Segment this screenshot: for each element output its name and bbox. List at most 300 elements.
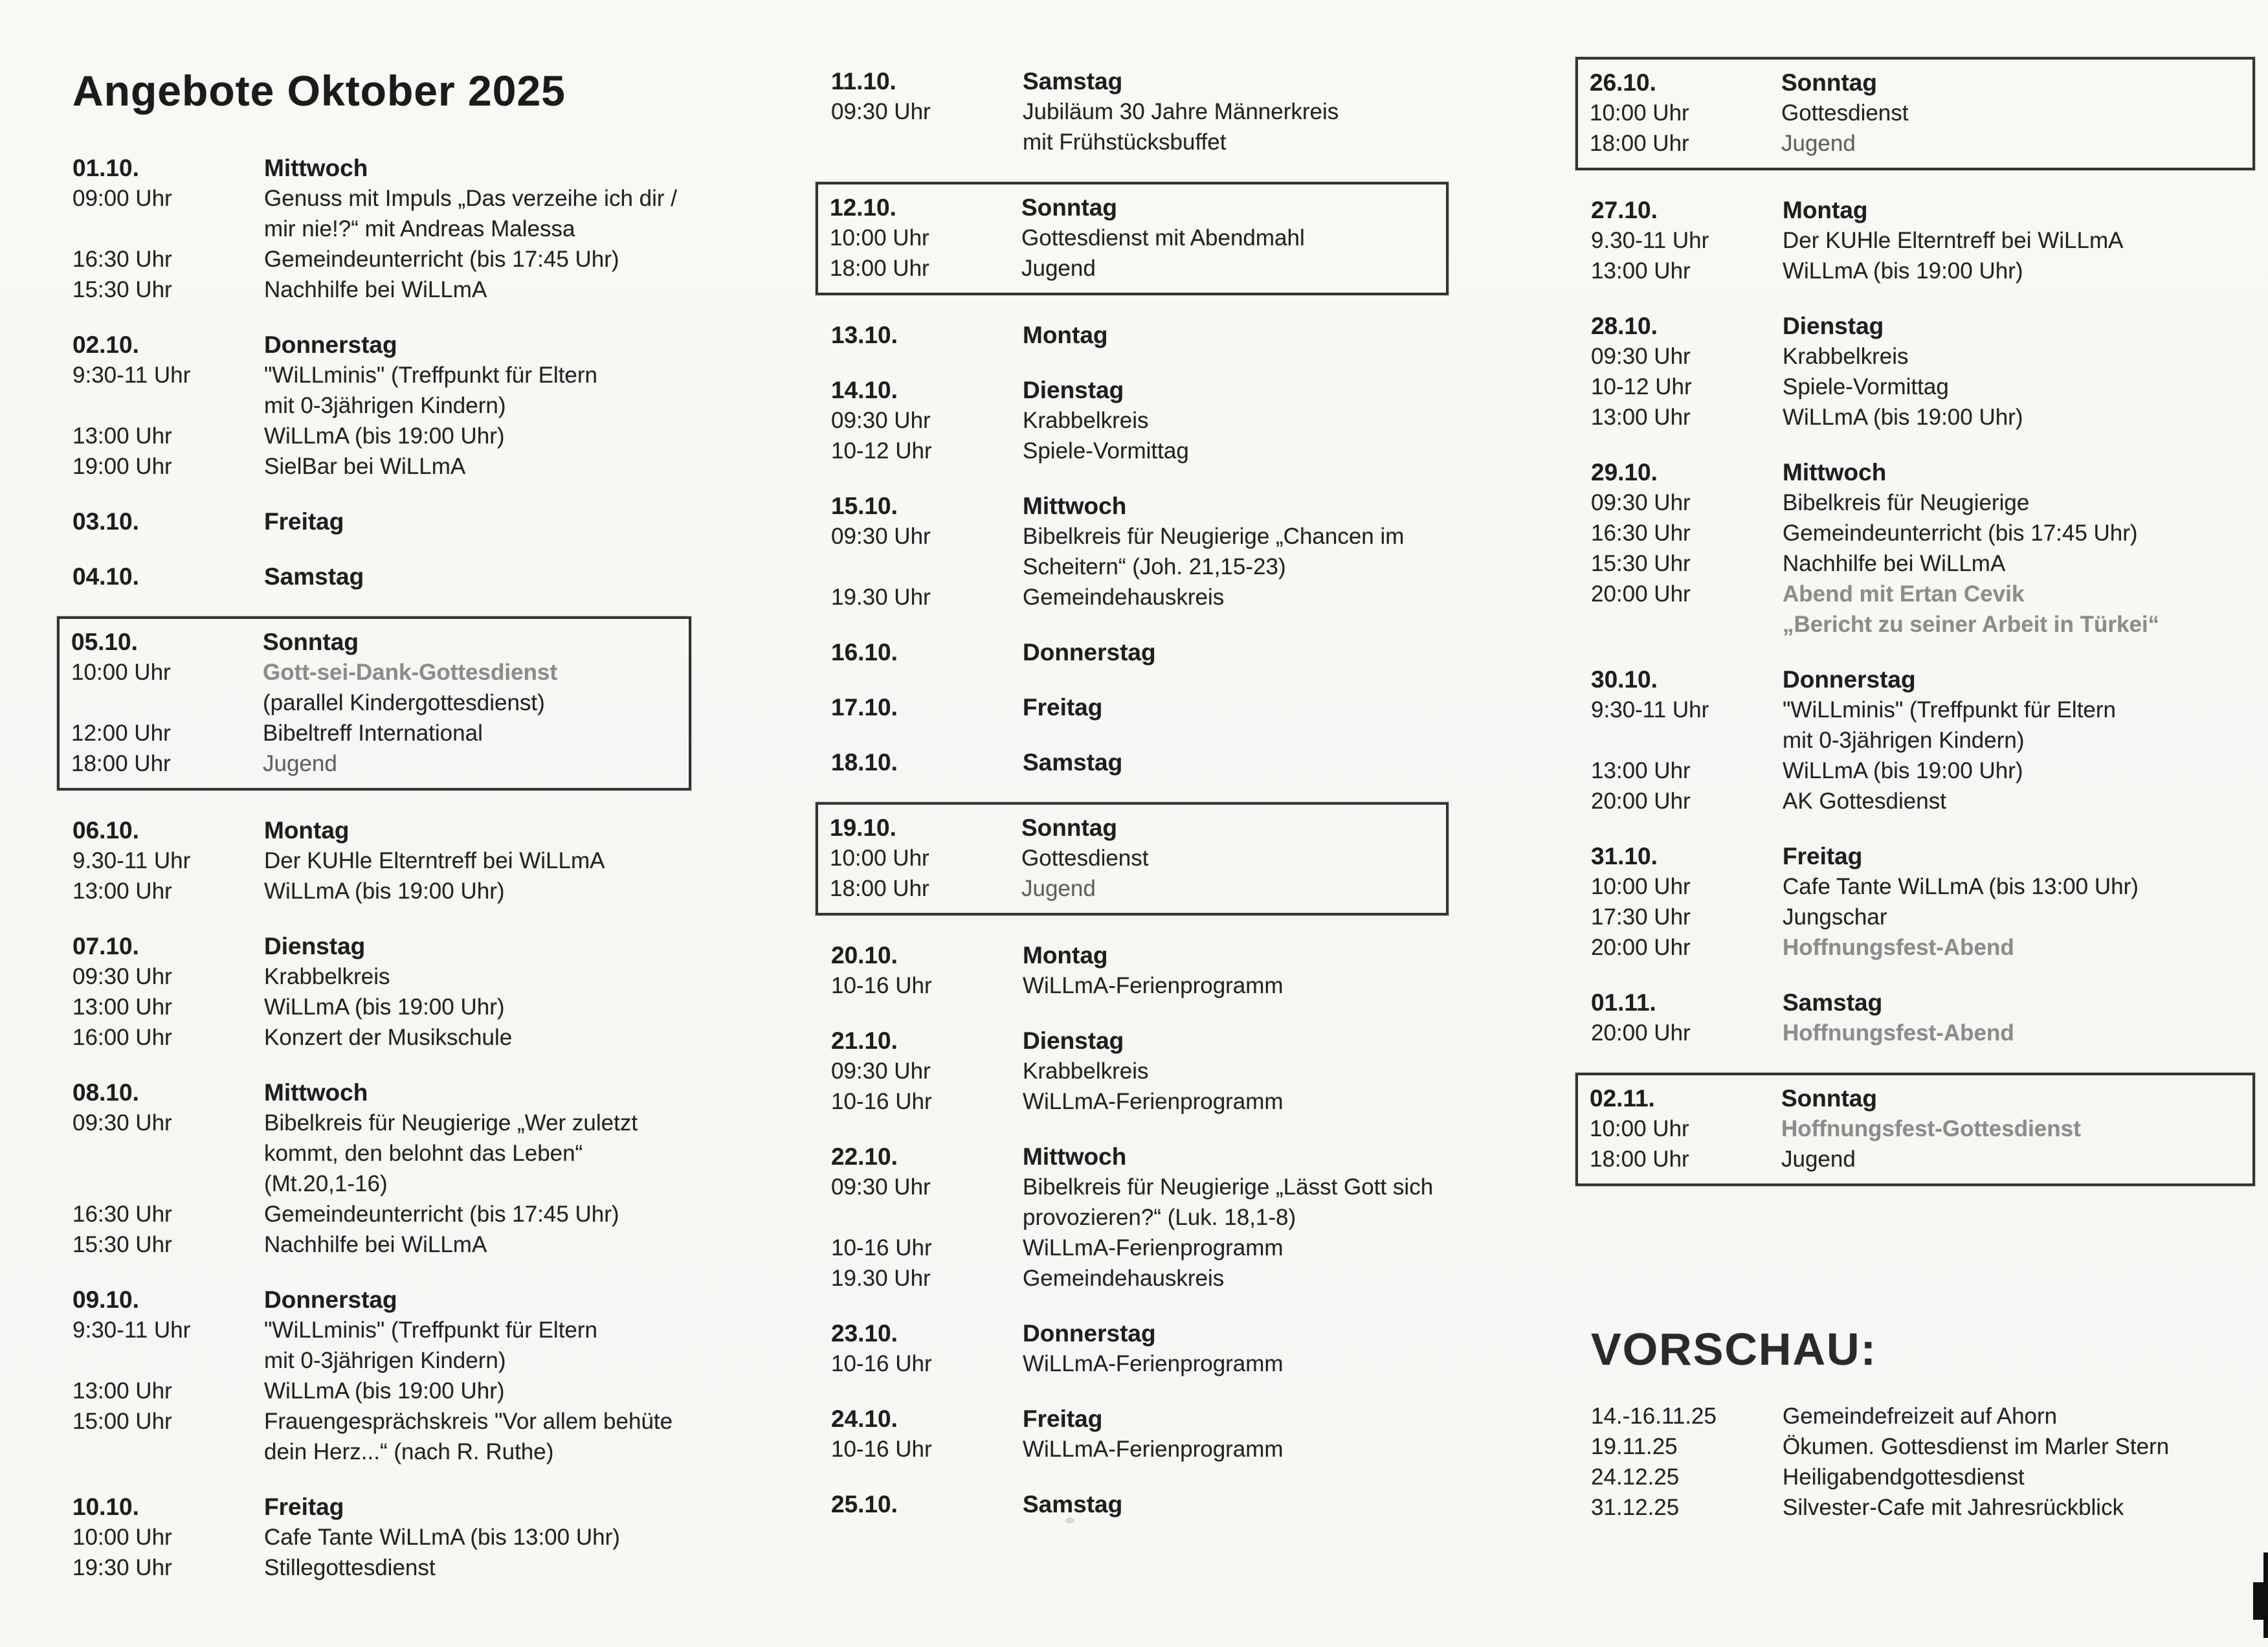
time-label [72, 214, 264, 244]
date-label: 04.10. [72, 563, 139, 590]
time-label: 13:00 Uhr [1591, 405, 1691, 430]
day-heading [72, 153, 689, 183]
day-block [831, 940, 1446, 1001]
event-label: Nachhilfe bei WiLLmA [264, 277, 487, 302]
date-label: 17.10. [831, 694, 898, 721]
time-label: 9:30-11 Uhr [72, 363, 191, 388]
date-label: 16.10. [831, 639, 898, 666]
time-label: 9:30-11 Uhr [1591, 697, 1709, 723]
weekday-label: Mittwoch [1023, 1143, 1127, 1170]
time-label: 10:00 Uhr [71, 660, 171, 685]
time-label: 18:00 Uhr [71, 751, 171, 776]
time-label: 12:00 Uhr [71, 721, 171, 746]
event-row [72, 360, 689, 390]
date-label: 26.10. [1590, 69, 1656, 96]
day-block [1591, 841, 2252, 963]
schedule-column-left [72, 0, 689, 1583]
day-block [831, 1141, 1446, 1294]
day-block-boxed [57, 616, 691, 790]
weekday-label: Mittwoch [264, 155, 368, 181]
time-label [72, 1169, 264, 1199]
day-heading [831, 1025, 1446, 1056]
event-row [71, 718, 681, 748]
event-label: Frauengesprächskreis "Vor allem behüte [264, 1409, 673, 1434]
time-label: 19.30 Uhr [831, 585, 931, 610]
day-block [831, 1489, 1446, 1519]
time-label: 15:30 Uhr [72, 1232, 172, 1257]
event-label: Genuss mit Impuls „Das verzeihe ich dir / [264, 186, 677, 211]
time-label: 10:00 Uhr [1590, 100, 1689, 126]
event-row [831, 1349, 1446, 1379]
vorschau-row [1591, 1462, 2252, 1492]
date-label: 23.10. [831, 1320, 898, 1347]
event-label: Gottesdienst [1021, 846, 1149, 871]
day-heading [830, 192, 1438, 223]
date-label: 05.10. [71, 629, 138, 655]
event-row [1591, 256, 2252, 286]
event-row [831, 1172, 1446, 1202]
event-row [1591, 1018, 2252, 1048]
time-label: 09:30 Uhr [831, 524, 931, 549]
event-label: mit 0-3jährigen Kindern) [1783, 728, 2025, 753]
time-label: 10-12 Uhr [831, 438, 932, 464]
time-label: 18:00 Uhr [830, 256, 929, 281]
event-label: WiLLmA (bis 19:00 Uhr) [1783, 758, 2023, 783]
event-label: Jugend [1021, 876, 1096, 901]
event-label: Krabbelkreis [1783, 344, 1909, 369]
time-label: 09:30 Uhr [1591, 490, 1691, 515]
event-row [830, 873, 1438, 904]
event-label: WiLLmA (bis 19:00 Uhr) [264, 994, 505, 1020]
event-label: Gott-sei-Dank-Gottesdienst [263, 660, 558, 685]
day-heading [72, 330, 689, 360]
schedule-column-middle [831, 0, 1446, 1519]
time-label [1591, 725, 1783, 756]
vorschau-title: VORSCHAU: [1591, 1324, 1877, 1374]
date-label: 02.11. [1590, 1085, 1655, 1112]
event-row [1590, 1144, 2245, 1174]
event-label: Krabbelkreis [1023, 408, 1149, 433]
time-label [71, 688, 263, 718]
event-label: Gemeindehauskreis [1023, 1266, 1225, 1291]
event-label: Gemeindehauskreis [1023, 585, 1225, 610]
day-block [1591, 664, 2252, 816]
date-label: 12.10. [830, 194, 896, 221]
weekday-label: Freitag [1023, 1406, 1103, 1432]
time-label: 19:00 Uhr [72, 454, 172, 479]
time-label: 10-12 Uhr [1591, 374, 1692, 399]
time-label [72, 1138, 264, 1169]
day-heading [1591, 987, 2252, 1018]
event-row [72, 1345, 689, 1376]
event-row [1591, 225, 2252, 256]
date-label: 15.10. [831, 493, 898, 519]
weekday-label: Freitag [1783, 843, 1863, 869]
event-row [1591, 786, 2252, 816]
event-row [831, 1202, 1446, 1233]
event-row [1591, 932, 2252, 963]
day-block [72, 330, 689, 482]
scan-artifact-smudge [1065, 1518, 1074, 1523]
event-label: WiLLmA-Ferienprogramm [1023, 973, 1284, 998]
day-heading [831, 320, 1446, 350]
time-label [831, 552, 1023, 582]
time-label: 09:30 Uhr [72, 1110, 172, 1136]
event-label: "WiLLminis" (Treffpunkt für Eltern [264, 1317, 598, 1343]
time-label: 09:30 Uhr [831, 99, 931, 124]
day-block [72, 561, 689, 592]
time-label: 09:30 Uhr [831, 1059, 931, 1084]
event-row [72, 1315, 689, 1345]
time-label [831, 127, 1023, 157]
day-block [1591, 987, 2252, 1048]
event-label: Hoffnungsfest-Abend [1783, 935, 2014, 960]
weekday-label: Montag [264, 817, 350, 844]
event-row [72, 244, 689, 274]
time-label [1591, 609, 1783, 640]
time-label: 13:00 Uhr [72, 1378, 172, 1404]
date-label: 08.10. [72, 1079, 139, 1106]
time-label: 09:30 Uhr [831, 408, 931, 433]
date-label: 24.10. [831, 1406, 898, 1432]
event-row [72, 274, 689, 305]
time-label [72, 390, 264, 421]
time-label: 13:00 Uhr [1591, 758, 1691, 783]
time-label: 13:00 Uhr [72, 423, 172, 449]
event-row [1590, 1114, 2245, 1144]
day-block-boxed [816, 802, 1449, 915]
day-heading [1591, 841, 2252, 871]
day-block-boxed [1575, 57, 2255, 170]
date-label: 11.10. [831, 68, 896, 95]
date-label: 18.10. [831, 749, 898, 776]
event-label: mir nie!?“ mit Andreas Malessa [264, 216, 575, 241]
time-label: 09:30 Uhr [831, 1174, 931, 1200]
date-label: 14.10. [831, 377, 898, 403]
event-row [1591, 518, 2252, 548]
event-label: WiLLmA (bis 19:00 Uhr) [264, 1378, 505, 1404]
time-label: 10:00 Uhr [830, 225, 929, 251]
day-block [831, 1318, 1446, 1379]
weekday-label: Freitag [1023, 694, 1103, 721]
date-label: 31.10. [1591, 843, 1658, 869]
time-label: 10:00 Uhr [1590, 1116, 1689, 1141]
event-label: mit 0-3jährigen Kindern) [264, 1348, 506, 1373]
event-row [1591, 902, 2252, 932]
time-label: 13:00 Uhr [72, 994, 172, 1020]
event-row [72, 1406, 689, 1437]
weekday-label: Sonntag [1781, 69, 1877, 96]
day-heading [1590, 1083, 2245, 1114]
event-row [831, 96, 1446, 127]
time-label: 16:30 Uhr [1591, 521, 1691, 546]
event-row [1591, 487, 2252, 518]
day-block [831, 637, 1446, 667]
event-row [71, 657, 681, 688]
date-label: 21.10. [831, 1027, 898, 1054]
event-row [72, 992, 689, 1022]
event-row [72, 876, 689, 906]
day-heading [831, 1318, 1446, 1349]
vorschau-row [1591, 1401, 2252, 1431]
time-label [72, 1437, 264, 1467]
time-label: 10:00 Uhr [1591, 874, 1691, 899]
date-label: 01.11. [1591, 989, 1656, 1016]
event-label: mit 0-3jährigen Kindern) [264, 393, 506, 418]
weekday-label: Donnerstag [1023, 1320, 1156, 1347]
event-row [830, 253, 1438, 284]
date-label: 01.10. [72, 155, 139, 181]
weekday-label: Samstag [1023, 68, 1123, 95]
schedule-column-right [1591, 0, 2252, 1523]
weekday-label: Freitag [264, 508, 344, 535]
day-heading [1591, 457, 2252, 487]
weekday-label: Freitag [264, 1494, 344, 1520]
weekday-label: Montag [1783, 197, 1868, 223]
day-block [831, 491, 1446, 612]
event-row [72, 1522, 689, 1552]
day-block [72, 1284, 689, 1467]
event-label: (Mt.20,1-16) [264, 1171, 388, 1196]
weekday-label: Samstag [1023, 1491, 1123, 1518]
day-heading [72, 1284, 689, 1315]
event-row [831, 127, 1446, 157]
event-label: Jugend [1781, 131, 1856, 156]
day-heading [72, 931, 689, 961]
event-row [72, 1108, 689, 1138]
day-block [831, 66, 1446, 157]
date-label: 13.10. [831, 322, 898, 348]
day-heading [831, 1489, 1446, 1519]
event-label: WiLLmA-Ferienprogramm [1023, 1089, 1284, 1114]
event-label: Gottesdienst [1781, 100, 1909, 126]
event-row [1591, 725, 2252, 756]
event-label: Krabbelkreis [1023, 1059, 1149, 1084]
date-label: 22.10. [831, 1143, 898, 1170]
event-label: Nachhilfe bei WiLLmA [1783, 551, 2006, 576]
event-label: Bibeltreff International [263, 721, 483, 746]
event-label: AK Gottesdienst [1783, 789, 1946, 814]
day-block [72, 815, 689, 906]
vorschau-date-label: 24.12.25 [1591, 1464, 1680, 1490]
day-block [72, 1492, 689, 1583]
event-label: WiLLmA-Ferienprogramm [1023, 1235, 1284, 1260]
event-row [1590, 128, 2245, 159]
event-label: Krabbelkreis [264, 964, 390, 989]
time-label: 09:30 Uhr [1591, 344, 1691, 369]
date-label: 10.10. [72, 1494, 139, 1520]
event-label: "WiLLminis" (Treffpunkt für Eltern [1783, 697, 2117, 723]
time-label: 09:00 Uhr [72, 186, 172, 211]
day-heading [831, 1141, 1446, 1172]
date-label: 28.10. [1591, 313, 1658, 339]
date-label: 03.10. [72, 508, 139, 535]
event-row [1591, 579, 2252, 609]
event-label: WiLLmA-Ferienprogramm [1023, 1437, 1284, 1462]
weekday-label: Dienstag [1783, 313, 1884, 339]
event-label: Hoffnungsfest-Gottesdienst [1781, 1116, 2081, 1141]
day-block [72, 931, 689, 1053]
time-label: 18:00 Uhr [830, 876, 929, 901]
event-label: Gemeindeunterricht (bis 17:45 Uhr) [264, 247, 619, 272]
weekday-label: Samstag [1023, 749, 1123, 776]
event-row [72, 1552, 689, 1583]
event-row [1590, 98, 2245, 128]
event-row [830, 223, 1438, 253]
time-label: 15:30 Uhr [72, 277, 172, 302]
event-row [831, 1434, 1446, 1464]
day-heading [72, 561, 689, 592]
event-row [72, 1376, 689, 1406]
event-row [72, 1437, 689, 1467]
event-row [1591, 548, 2252, 579]
time-label: 19:30 Uhr [72, 1555, 172, 1580]
event-label: WiLLmA (bis 19:00 Uhr) [264, 423, 505, 449]
event-label: WiLLmA (bis 19:00 Uhr) [264, 879, 505, 904]
vorschau-event-label: Ökumen. Gottesdienst im Marler Stern [1783, 1434, 2170, 1459]
event-label: Spiele-Vormittag [1023, 438, 1189, 464]
weekday-label: Mittwoch [264, 1079, 368, 1106]
day-block [72, 1077, 689, 1260]
day-block [831, 747, 1446, 778]
day-heading [72, 815, 689, 846]
weekday-label: Dienstag [264, 933, 366, 959]
event-label: Cafe Tante WiLLmA (bis 13:00 Uhr) [1783, 874, 2139, 899]
event-row [1591, 372, 2252, 402]
event-row [831, 970, 1446, 1001]
event-label: Cafe Tante WiLLmA (bis 13:00 Uhr) [264, 1525, 620, 1550]
event-row [72, 961, 689, 992]
event-label: Jungschar [1783, 904, 1887, 930]
event-row [1591, 402, 2252, 432]
vorschau-event-label: Gemeindefreizeit auf Ahorn [1783, 1404, 2058, 1429]
time-label: 20:00 Uhr [1591, 1020, 1691, 1046]
weekday-label: Samstag [264, 563, 364, 590]
day-heading [831, 1404, 1446, 1434]
event-label: SielBar bei WiLLmA [264, 454, 466, 479]
weekday-label: Montag [1023, 942, 1108, 969]
day-heading [1591, 664, 2252, 695]
event-label: Bibelkreis für Neugierige „Wer zuletzt [264, 1110, 638, 1136]
day-heading [831, 747, 1446, 778]
event-row [1591, 871, 2252, 902]
day-block [831, 1404, 1446, 1464]
weekday-label: Sonntag [263, 629, 359, 655]
date-label: 27.10. [1591, 197, 1658, 223]
weekday-label: Dienstag [1023, 1027, 1124, 1054]
event-label: Gottesdienst mit Abendmahl [1021, 225, 1305, 251]
vorschau-section [1591, 1323, 2252, 1523]
time-label: 9.30-11 Uhr [72, 848, 191, 873]
day-heading [72, 506, 689, 537]
time-label: 9:30-11 Uhr [72, 1317, 191, 1343]
event-row [72, 1229, 689, 1260]
event-label: Jugend [1021, 256, 1096, 281]
event-row [1591, 609, 2252, 640]
day-heading [831, 66, 1446, 96]
date-label: 09.10. [72, 1286, 139, 1313]
weekday-label: Donnerstag [264, 331, 397, 358]
event-label: (parallel Kindergottesdienst) [263, 690, 545, 715]
time-label: 16:30 Uhr [72, 247, 172, 272]
day-heading [1591, 311, 2252, 341]
event-label: dein Herz...“ (nach R. Ruthe) [264, 1439, 554, 1464]
day-block [72, 506, 689, 537]
event-row [71, 748, 681, 779]
event-label: Stillegottesdienst [264, 1555, 436, 1580]
event-row [831, 582, 1446, 612]
event-row [72, 1169, 689, 1199]
event-row [72, 183, 689, 214]
event-label: kommt, den belohnt das Leben“ [264, 1141, 583, 1166]
day-heading [830, 812, 1438, 843]
event-label: „Bericht zu seiner Arbeit in Türkei“ [1783, 612, 2160, 637]
event-row [1591, 341, 2252, 372]
date-label: 02.10. [72, 331, 139, 358]
day-heading [831, 637, 1446, 667]
event-row [72, 1138, 689, 1169]
day-heading [831, 940, 1446, 970]
day-block [1591, 457, 2252, 640]
event-label: Spiele-Vormittag [1783, 374, 1949, 399]
vorschau-row [1591, 1431, 2252, 1462]
day-block [831, 692, 1446, 723]
event-label: Der KUHle Elterntreff bei WiLLmA [264, 848, 605, 873]
time-label: 10-16 Uhr [831, 1235, 932, 1260]
event-row [72, 214, 689, 244]
day-block [831, 375, 1446, 466]
event-label: Gemeindeunterricht (bis 17:45 Uhr) [264, 1202, 619, 1227]
time-label: 20:00 Uhr [1591, 581, 1691, 607]
date-label: 25.10. [831, 1491, 898, 1518]
time-label: 10-16 Uhr [831, 1437, 932, 1462]
day-block-boxed [1575, 1073, 2255, 1186]
event-label: provozieren?“ (Luk. 18,1-8) [1023, 1205, 1296, 1230]
event-row [72, 1022, 689, 1053]
event-label: Gemeindeunterricht (bis 17:45 Uhr) [1783, 521, 2138, 546]
event-row [71, 688, 681, 718]
date-label: 19.10. [830, 814, 896, 841]
time-label: 13:00 Uhr [1591, 258, 1691, 284]
event-label: Bibelkreis für Neugierige [1783, 490, 2030, 515]
date-label: 07.10. [72, 933, 139, 959]
time-label: 18:00 Uhr [1590, 131, 1689, 156]
event-row [72, 390, 689, 421]
event-label: "WiLLminis" (Treffpunkt für Eltern [264, 363, 598, 388]
event-label: Jubiläum 30 Jahre Männerkreis [1023, 99, 1339, 124]
weekday-label: Sonntag [1021, 814, 1117, 841]
event-row [831, 552, 1446, 582]
vorschau-date-label: 19.11.25 [1591, 1434, 1678, 1459]
day-heading [71, 627, 681, 657]
weekday-label: Sonntag [1781, 1085, 1877, 1112]
scan-artifact-edge-blob [2253, 1582, 2268, 1620]
date-label: 20.10. [831, 942, 898, 969]
time-label: 19.30 Uhr [831, 1266, 931, 1291]
weekday-label: Dienstag [1023, 377, 1124, 403]
event-label: Nachhilfe bei WiLLmA [264, 1232, 487, 1257]
page-title: Angebote Oktober 2025 [72, 67, 566, 115]
date-label: 30.10. [1591, 666, 1658, 693]
day-heading [1590, 67, 2245, 98]
event-label: WiLLmA-Ferienprogramm [1023, 1351, 1284, 1376]
event-label: Bibelkreis für Neugierige „Chancen im [1023, 524, 1405, 549]
event-row [72, 846, 689, 876]
event-row [72, 421, 689, 451]
event-label: Jugend [1781, 1147, 1856, 1172]
time-label: 09:30 Uhr [72, 964, 172, 989]
time-label: 16:30 Uhr [72, 1202, 172, 1227]
